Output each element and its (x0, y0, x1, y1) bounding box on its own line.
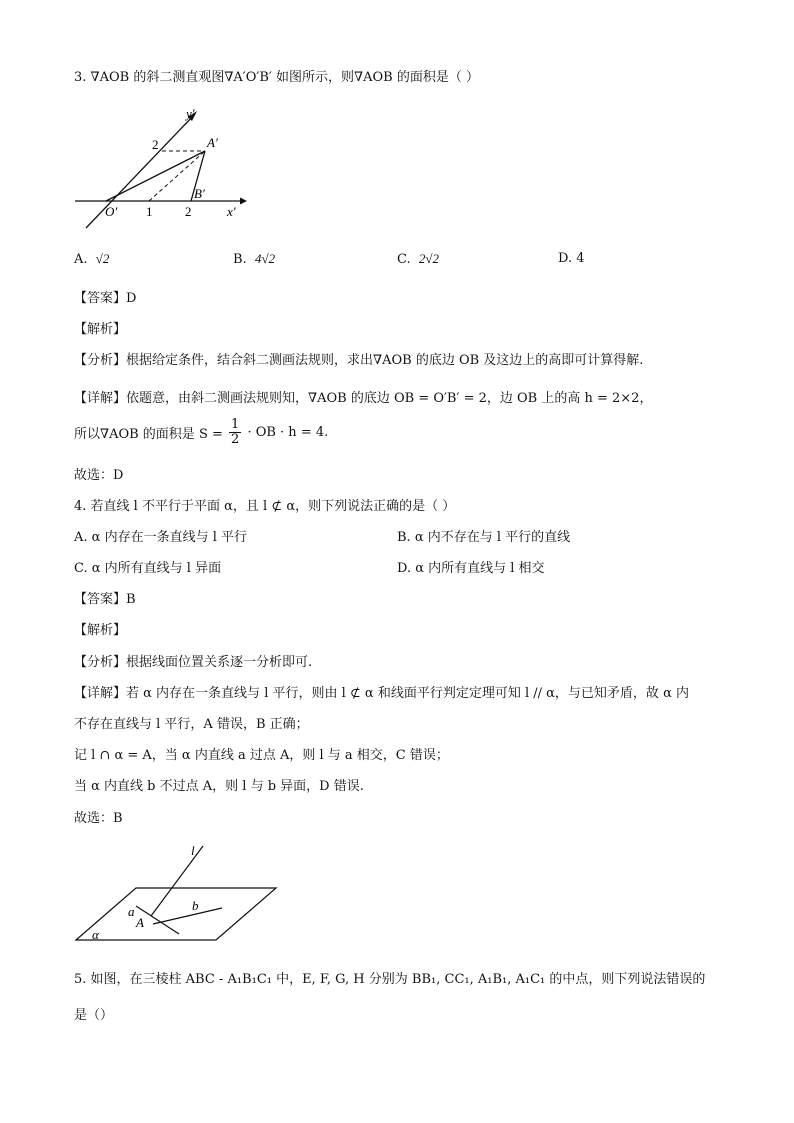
q4-fenxi: 【分析】根据线面位置关系逐一分析即可. (74, 655, 313, 670)
y-tick-2: 2 (152, 137, 159, 152)
q5-stem-line-2: 是（） (74, 1008, 114, 1023)
q4-detail-3: 记 l ∩ α = A，当 α 内直线 a 过点 A，则 l 与 a 相交，C 错误； (74, 748, 449, 763)
q4-detail-4: 当 α 内直线 b 不过点 A，则 l 与 b 异面，D 错误. (74, 779, 364, 794)
plane-alpha-label: α (92, 927, 99, 942)
x-tick-2: 2 (185, 204, 192, 219)
q3-detail-1: 【详解】依题意，由斜二测画法规则知，∇AOB 的底边 OB = O′B′ = 2，边 OB 上的高 h = 2×2， (74, 391, 653, 406)
point-a-label: A (136, 915, 144, 930)
q4-answer: 【答案】B (74, 592, 136, 607)
line-l-label: l (191, 843, 195, 858)
q4-choice-a: A. α 内存在一条直线与 l 平行 (74, 530, 247, 545)
q3-choice-d: D. 4 (558, 251, 585, 266)
q3-choice-c: C. 2√2 (397, 251, 440, 267)
q3-figure-oblique-triangle (70, 100, 250, 230)
fraction-one-half: $\frac{1}{2}$ (231, 417, 240, 447)
q3-choice-a: A. √2 (74, 251, 110, 267)
q4-final: 故选：B (74, 811, 123, 826)
y-axis-label: y′ (186, 106, 195, 121)
q4-choice-d: D. α 内所有直线与 l 相交 (397, 561, 545, 576)
point-a-label: A′ (207, 135, 218, 150)
line-a-label: a (128, 904, 135, 919)
q3-answer: 【答案】D (74, 291, 137, 306)
x-tick-1: 1 (146, 204, 153, 219)
q4-choice-c: C. α 内所有直线与 l 异面 (74, 561, 222, 576)
q4-detail-1: 【详解】若 α 内存在一条直线与 l 平行，则由 l ⊄ α 和线面平行判定定理可知 l // α，与已知矛盾，故 α 内 (74, 686, 689, 701)
q3-final: 故选：D (74, 468, 124, 483)
q3-fenxi: 【分析】根据给定条件，结合斜二测画法规则，求出∇AOB 的底边 OB 及这边上的高即可计算得解. (74, 353, 644, 368)
q5-stem-line-1: 5. 如图，在三棱柱 ABC - A₁B₁C₁ 中，E, F, G, H 分别为 BB₁, CC₁, A₁B₁, A₁C₁ 的中点，则下列说法错误的 (74, 972, 706, 987)
q4-figure-line-plane (70, 838, 285, 948)
x-axis-label: x′ (227, 204, 236, 219)
q4-analysis-tag: 【解析】 (74, 623, 127, 638)
origin-label: O′ (105, 204, 118, 219)
q3-detail-2: 所以∇AOB 的面积是 S = $\frac{1}{2}$ · OB · h = 4. (74, 417, 329, 447)
q3-analysis-tag: 【解析】 (74, 322, 127, 337)
point-b-label: B′ (194, 186, 205, 201)
q4-stem: 4. 若直线 l 不平行于平面 α，且 l ⊄ α，则下列说法正确的是（ ） (74, 499, 456, 514)
q4-detail-2: 不存在直线与 l 平行，A 错误，B 正确； (74, 717, 309, 732)
line-b-label: b (192, 898, 199, 913)
q4-choice-b: B. α 内不存在与 l 平行的直线 (397, 530, 571, 545)
q3-stem: 3. ∇AOB 的斜二测直观图∇A′O′B′ 如图所示，则∇AOB 的面积是（ ） (74, 70, 479, 85)
q3-choice-b: B. 4√2 (233, 251, 276, 267)
